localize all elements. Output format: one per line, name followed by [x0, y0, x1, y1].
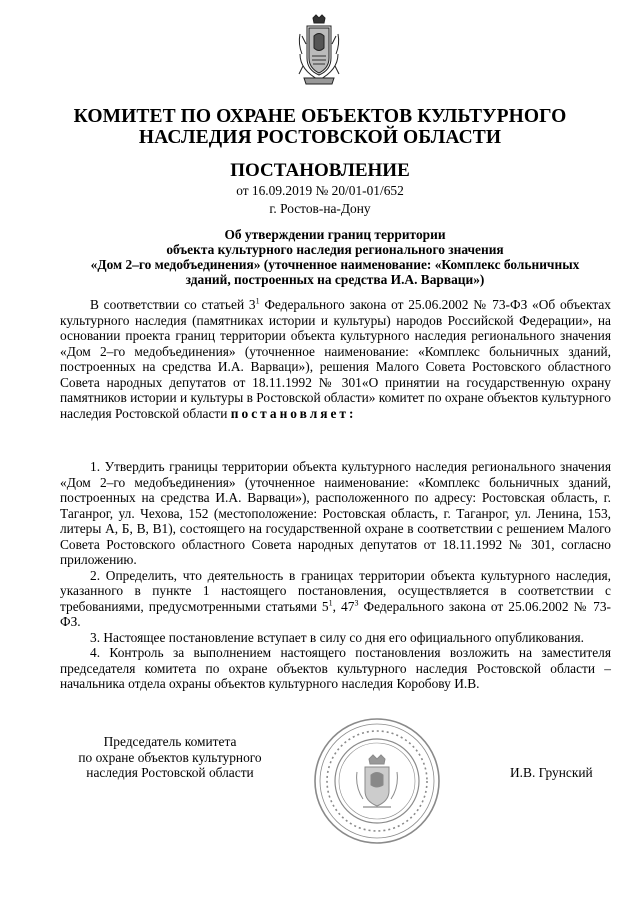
decree-item-4: 4. Контроль за выполнением настоящего постановления возложить на заместителя председателя комитета по охране объектов культурного наследия Ростовской области – начальника отдела охраны объектов культурного наследия Коробову И.В.	[60, 645, 611, 691]
official-seal-icon	[313, 717, 441, 845]
decree-item-1: 1. Утвердить границы территории объекта культурного наследия регионального значения «Дом 2–го медобъединения» (уточненное наименование: «Комплекс больничных зданий, построенных на средства И.А. Варваци»), расположенного по адресу: Ростовская область, г. Таганрог, ул. Чехова, 152 (местоположение: Ростовская область, г. Таганрог, ул. Ленина, 153, литеры А, Б, В, В1), состоящего на государственной охране в соответствии с решением Малого Совета Ростовского областного Совета народных депутатов от 18.11.1992 № 301, согласно приложению.	[60, 459, 611, 567]
coat-of-arms-icon	[296, 14, 342, 90]
signatory-title-line-3: наследия Ростовской области	[86, 765, 254, 780]
subject-line-4: зданий, построенных на средства И.А. Варваци»)	[185, 272, 485, 287]
decree-word: постановляет:	[230, 405, 357, 421]
organization-name	[0, 106, 640, 148]
preamble-text-a: В соответствии со статьей 3	[90, 297, 256, 312]
signatory-title-line-1: Председатель комитета	[103, 734, 237, 749]
signatory-name: И.В. Грунский	[510, 765, 593, 780]
decree-item-2	[60, 568, 611, 630]
item2-sup-2: 3	[354, 598, 359, 608]
preamble-paragraph	[60, 297, 611, 421]
item2-text-b: , 47	[332, 598, 355, 614]
subject-line-1: Об утверждении границ территории	[224, 227, 446, 242]
preamble-sup: 1	[255, 296, 260, 306]
document-type: ПОСТАНОВЛЕНИЕ	[230, 160, 410, 181]
org-line-2: НАСЛЕДИЯ РОСТОВСКОЙ ОБЛАСТИ	[138, 127, 502, 148]
item2-text-c: Федерального закона от 25.06.2002 № 73-ФЗ.	[60, 598, 611, 629]
document-subject	[60, 227, 610, 287]
subject-line-2: объекта культурного наследия регионального значения	[166, 242, 504, 257]
preamble-text-b: Федерального закона от 25.06.2002 № 73-ФЗ «Об объектах культурного наследия (памятниках истории и культуры) народов Российской Федерации», на основании проекта границ территории объекта культурного наследия регионального значения «Дом 2–го медобъединения» (уточненное наименование: «Комплекс больничных зданий, построенных на средства И.А. Варваци»), решения Малого Совета Ростовского областного Совета народных депутатов от 18.11.1992 № 301«О принятии на государственную охрану памятников истории и культуры в Ростовской области» комитет по охране объектов культурного наследия Ростовской области	[60, 297, 611, 421]
document-city: г. Ростов-на-Дону	[269, 201, 371, 216]
document-number: от 16.09.2019 № 20/01-01/652	[236, 183, 404, 198]
signatory-title	[60, 734, 280, 781]
item2-sup-1: 1	[328, 598, 333, 608]
signatory-title-line-2: по охране объектов культурного	[78, 749, 262, 765]
subject-line-3: «Дом 2–го медобъединения» (уточненное наименование: «Комплекс больничных	[90, 257, 580, 272]
org-line-1: КОМИТЕТ ПО ОХРАНЕ ОБЪЕКТОВ КУЛЬТУРНОГО	[73, 106, 567, 127]
decree-items	[60, 459, 611, 692]
item2-text-a: 2. Определить, что деятельность в границах территории объекта культурного наследия, указанного в пункте 1 настоящего постановления, осуществляется в соответствии с требованиями, предусмотренными статьями 5	[60, 567, 611, 614]
decree-item-3: 3. Настоящее постановление вступает в силу со дня его официального опубликования.	[90, 629, 584, 645]
